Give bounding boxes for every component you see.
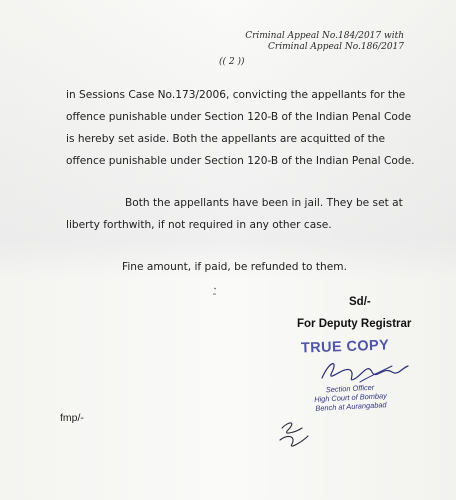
paragraph-2-line-1: Both the appellants have been in jail. They be set at bbox=[125, 197, 403, 209]
judgment-paragraph-3: Fine amount, if paid, be refunded to them. bbox=[122, 261, 347, 273]
true-copy-stamp: TRUE COPY bbox=[300, 337, 390, 357]
paragraph-1-line-3: is hereby set aside. Both the appellants are acquitted of the bbox=[66, 133, 385, 145]
paragraph-2-line-2: liberty forthwith, if not required in any other case. bbox=[66, 219, 332, 231]
officer-signature-icon bbox=[322, 364, 408, 380]
seal-line-3: Bench at Aurangabad bbox=[315, 400, 387, 413]
initials-signature-icon bbox=[280, 423, 308, 446]
case-header-line-2: Criminal Appeal No.186/2017 bbox=[268, 42, 404, 52]
page-number: (( 2 )) bbox=[219, 57, 245, 67]
ink-mark-icon bbox=[213, 288, 216, 294]
signed-mark: Sd/- bbox=[349, 296, 371, 308]
deputy-registrar-label: For Deputy Registrar bbox=[297, 318, 412, 330]
paragraph-1-line-4: offence punishable under Section 120-B of the Indian Penal Code. bbox=[66, 155, 415, 167]
paragraph-1-line-2: offence punishable under Section 120-B of the Indian Penal Code bbox=[66, 111, 412, 123]
case-header-line-1: Criminal Appeal No.184/2017 with bbox=[245, 31, 404, 41]
typist-initials: fmp/- bbox=[60, 412, 84, 424]
paragraph-1-line-1: in Sessions Case No.173/2006, convicting the appellants for the bbox=[66, 89, 406, 101]
seal-line-2: High Court of Bombay bbox=[313, 391, 388, 404]
seal-line-1: Section Officer bbox=[325, 382, 375, 395]
